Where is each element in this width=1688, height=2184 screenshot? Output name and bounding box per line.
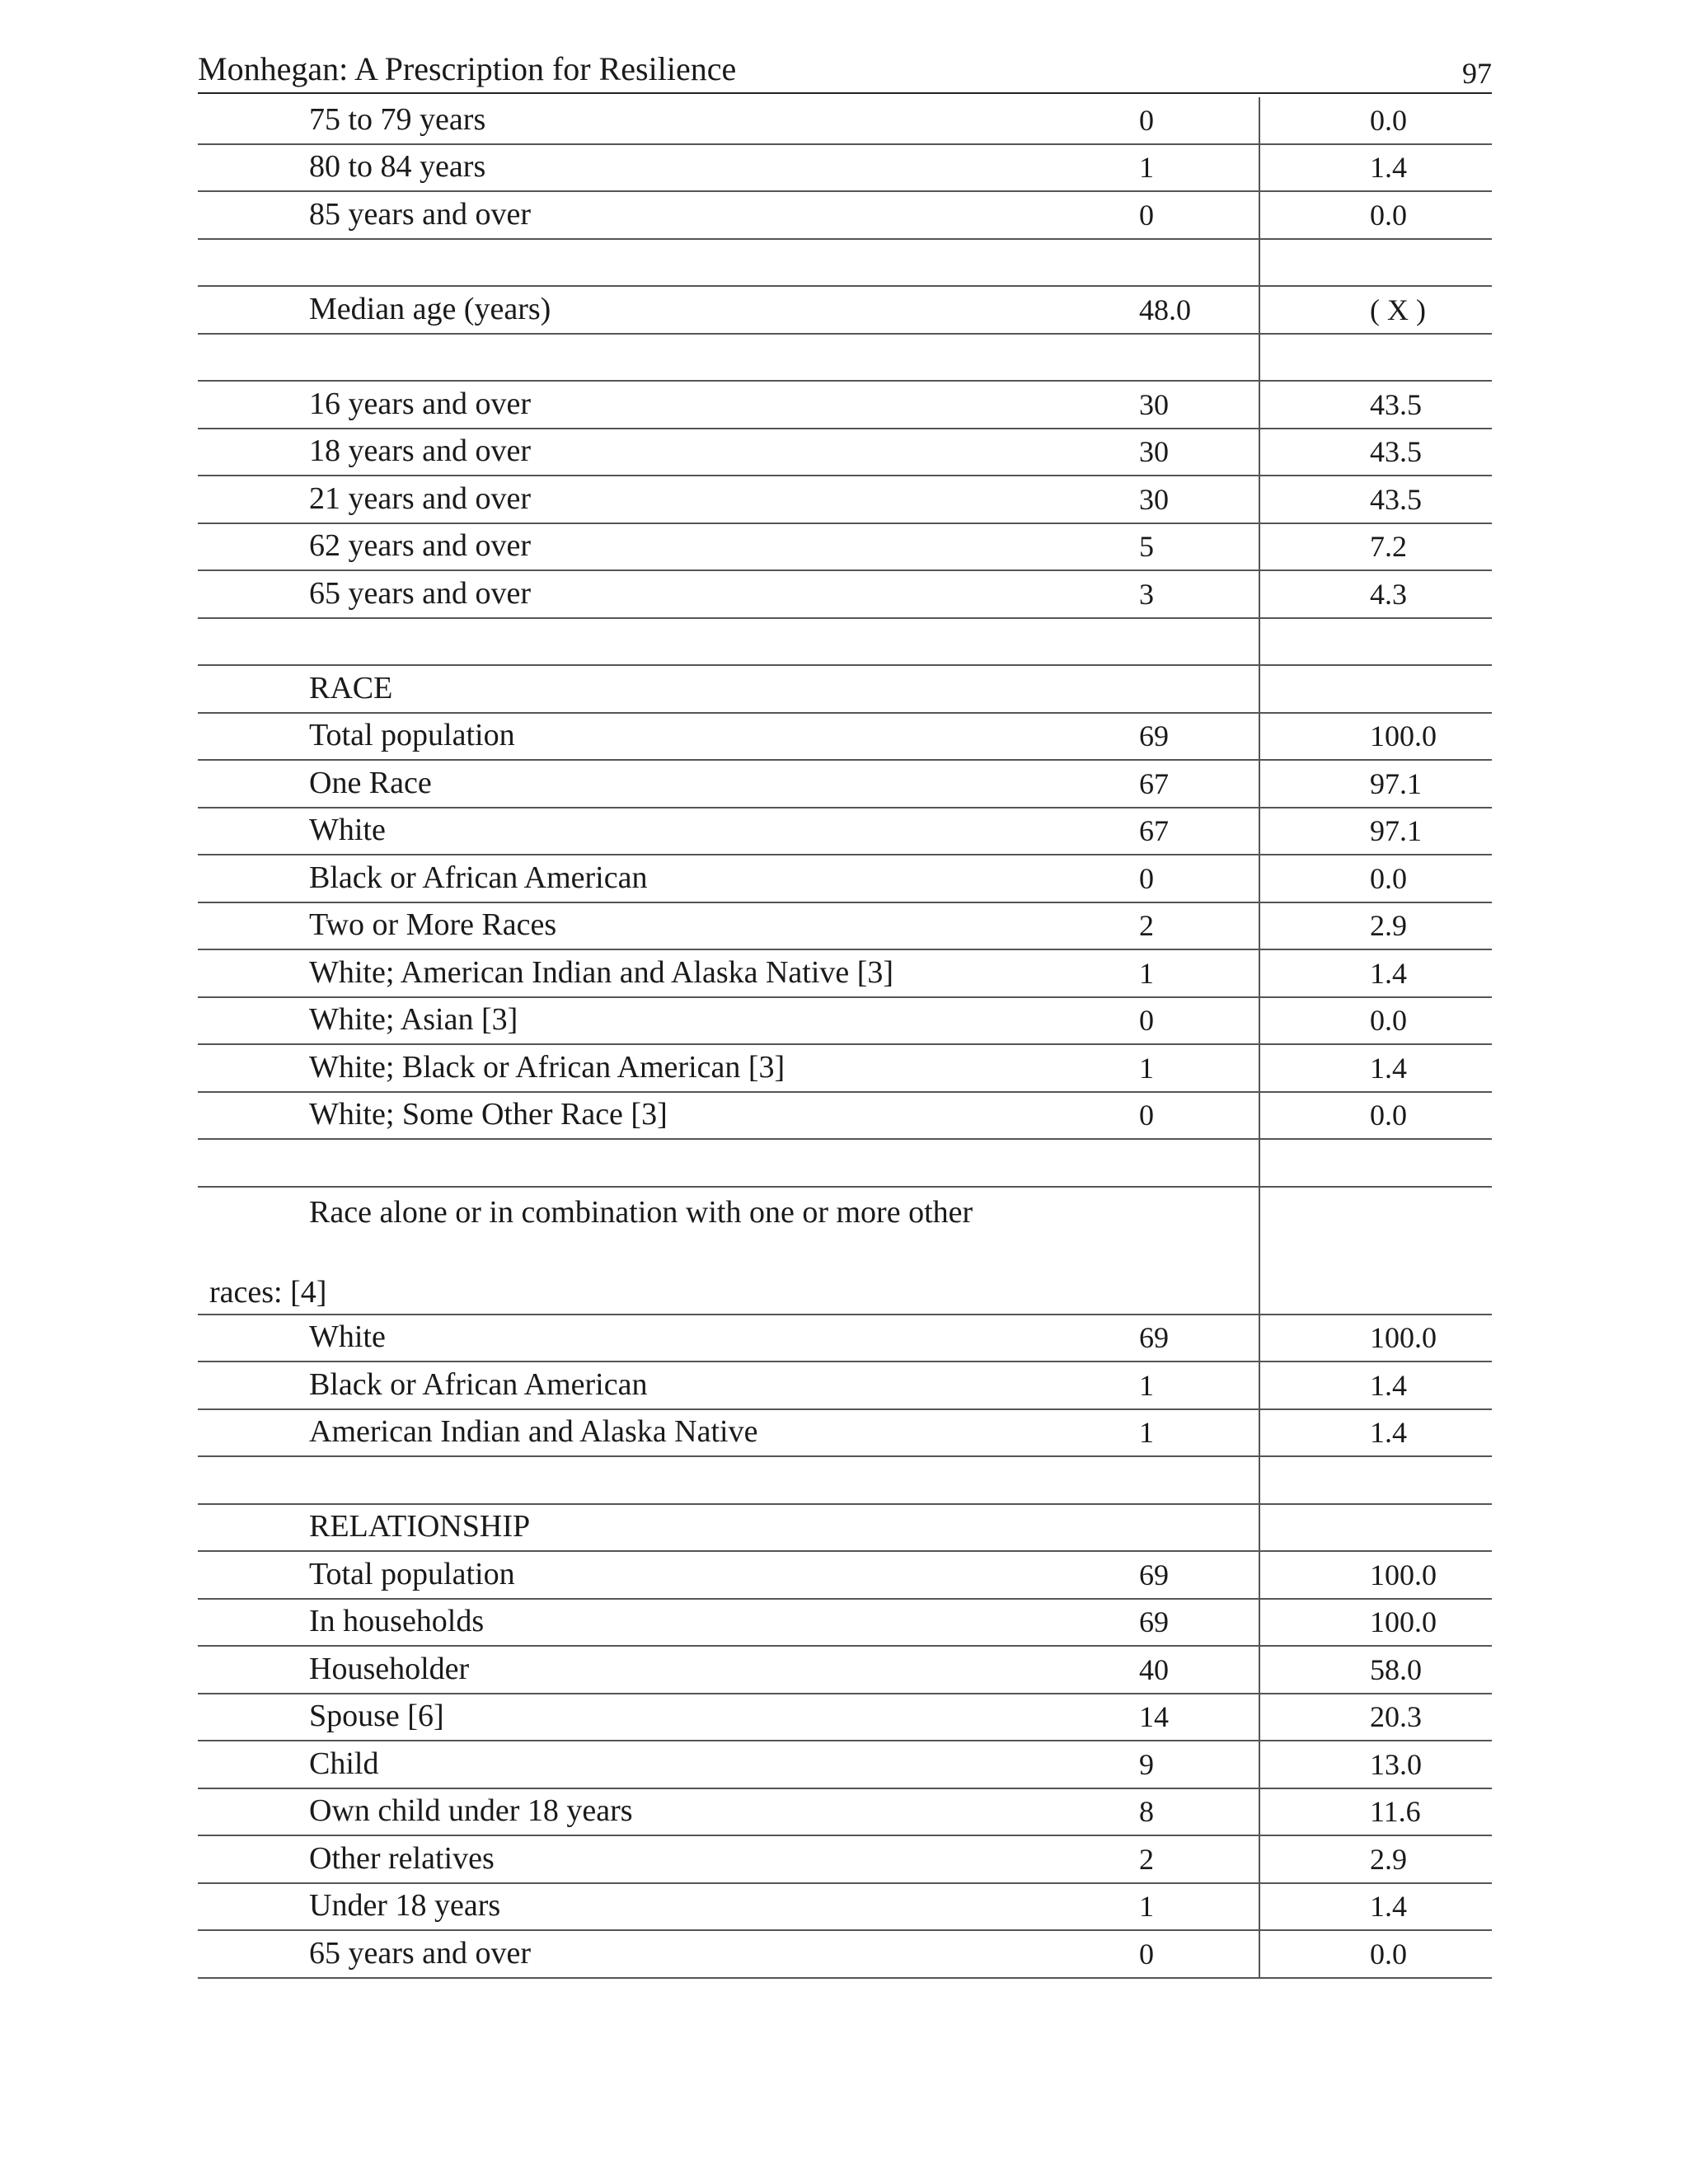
- row-percent: 0.0: [1370, 861, 1407, 895]
- row-count: 1: [1139, 1416, 1154, 1449]
- row-count: 48.0: [1139, 293, 1191, 326]
- table-row: [198, 476, 1492, 524]
- row-count: 5: [1139, 530, 1154, 563]
- row-label: Race alone or in combination with one or more other: [309, 1194, 973, 1230]
- running-title: Monhegan: A Prescription for Resilience: [198, 50, 737, 87]
- row-label: RELATIONSHIP: [309, 1509, 531, 1544]
- row-percent: 1.4: [1370, 1890, 1407, 1923]
- row-percent: 0.0: [1370, 103, 1407, 137]
- column-divider: [1259, 666, 1260, 712]
- row-count: 67: [1139, 766, 1169, 800]
- column-divider: [1259, 950, 1260, 996]
- column-divider: [1259, 1694, 1260, 1741]
- column-divider: [1259, 714, 1260, 760]
- row-percent: 4.3: [1370, 577, 1407, 611]
- column-divider: [1259, 1741, 1260, 1788]
- row-count: 0: [1139, 861, 1154, 895]
- table-row: [198, 761, 1492, 808]
- row-count: 30: [1139, 482, 1169, 516]
- table-row: [198, 1694, 1492, 1742]
- table-row: [198, 1362, 1492, 1410]
- row-label: American Indian and Alaska Native: [309, 1414, 758, 1449]
- column-divider: [1259, 1457, 1260, 1503]
- column-divider: [1259, 619, 1260, 665]
- table-spacer-row: [198, 619, 1492, 667]
- table-row: [198, 1315, 1492, 1363]
- row-percent: 58.0: [1370, 1652, 1422, 1686]
- table-row: [198, 145, 1492, 193]
- column-divider: [1259, 97, 1260, 143]
- row-label: 62 years and over: [309, 528, 532, 563]
- column-divider: [1259, 335, 1260, 381]
- column-divider: [1259, 571, 1260, 617]
- row-label: RACE: [309, 670, 393, 705]
- column-divider: [1259, 382, 1260, 428]
- row-label: 18 years and over: [309, 434, 532, 468]
- row-percent: 0.0: [1370, 198, 1407, 232]
- row-percent: 43.5: [1370, 435, 1422, 468]
- column-divider: [1259, 524, 1260, 570]
- row-percent: 1.4: [1370, 1368, 1407, 1402]
- row-label: Child: [309, 1746, 379, 1781]
- row-count: 1: [1139, 1890, 1154, 1923]
- row-count: 30: [1139, 387, 1169, 421]
- column-divider: [1259, 240, 1260, 286]
- row-label: Spouse [6]: [309, 1699, 444, 1733]
- row-percent: 7.2: [1370, 530, 1407, 563]
- table-row: [198, 1741, 1492, 1789]
- column-divider: [1259, 1884, 1260, 1930]
- row-percent: 1.4: [1370, 956, 1407, 990]
- table-row: [198, 950, 1492, 998]
- row-count: 69: [1139, 1558, 1169, 1591]
- row-percent: 43.5: [1370, 482, 1422, 516]
- column-divider: [1259, 855, 1260, 902]
- row-label: 65 years and over: [309, 1935, 532, 1971]
- row-percent: 97.1: [1370, 766, 1422, 800]
- column-divider: [1259, 808, 1260, 855]
- row-percent: 1.4: [1370, 1416, 1407, 1449]
- table-row: [198, 1647, 1492, 1694]
- table-spacer-row: [198, 335, 1492, 382]
- table-row: [198, 808, 1492, 856]
- table-spacer-row: [198, 1457, 1492, 1505]
- row-label: Other relatives: [309, 1840, 495, 1876]
- table-row: [198, 1093, 1492, 1141]
- page-header: [198, 49, 1492, 94]
- table-row: [198, 855, 1492, 903]
- table-row: [198, 714, 1492, 762]
- row-count: 2: [1139, 1842, 1154, 1876]
- table-row: [198, 1836, 1492, 1884]
- row-label: 75 to 79 years: [309, 101, 486, 137]
- row-count: 40: [1139, 1652, 1169, 1686]
- row-label: In households: [309, 1604, 485, 1638]
- table-row: [198, 571, 1492, 619]
- table-row: [198, 429, 1492, 477]
- column-divider: [1259, 1647, 1260, 1693]
- row-count: 69: [1139, 1605, 1169, 1638]
- row-percent: 20.3: [1370, 1700, 1422, 1733]
- table-row: [198, 1410, 1492, 1458]
- column-divider: [1259, 1362, 1260, 1408]
- row-count: 69: [1139, 719, 1169, 752]
- row-count: 14: [1139, 1700, 1169, 1733]
- table-row: [198, 1505, 1492, 1553]
- column-divider: [1259, 476, 1260, 523]
- table-row: [198, 666, 1492, 714]
- table-row: [198, 97, 1492, 145]
- table-spacer-row: [198, 240, 1492, 288]
- column-divider: [1259, 761, 1260, 807]
- column-divider: [1259, 429, 1260, 476]
- row-count: 3: [1139, 577, 1154, 611]
- row-percent: 43.5: [1370, 387, 1422, 421]
- row-label: 65 years and over: [309, 575, 532, 611]
- row-label: 16 years and over: [309, 386, 532, 421]
- table-row: [198, 1600, 1492, 1647]
- row-percent: 100.0: [1370, 1558, 1437, 1591]
- table-row: [198, 1045, 1492, 1093]
- column-divider: [1259, 1600, 1260, 1646]
- table-row: [198, 1552, 1492, 1600]
- row-label: Householder: [309, 1651, 470, 1686]
- column-divider: [1259, 1505, 1260, 1551]
- row-label: White; Asian [3]: [309, 1002, 518, 1037]
- row-label: Own child under 18 years: [309, 1793, 633, 1828]
- row-count: 9: [1139, 1747, 1154, 1781]
- column-divider: [1259, 1552, 1260, 1598]
- table-row: [198, 524, 1492, 572]
- column-divider: [1259, 145, 1260, 191]
- page-number: 97: [1462, 57, 1492, 90]
- row-count: 30: [1139, 435, 1169, 468]
- row-label: One Race: [309, 765, 432, 800]
- row-label: Median age (years): [309, 291, 551, 326]
- row-percent: 0.0: [1370, 1937, 1407, 1971]
- row-count: 0: [1139, 103, 1154, 137]
- column-divider: [1259, 287, 1260, 333]
- row-count: 8: [1139, 1795, 1154, 1828]
- row-count: 1: [1139, 151, 1154, 184]
- column-divider: [1259, 1315, 1260, 1361]
- table-row: [198, 287, 1492, 335]
- row-label: White; Black or African American [3]: [309, 1049, 785, 1085]
- table-spacer-row: [198, 1140, 1492, 1188]
- row-label: Two or More Races: [309, 907, 557, 942]
- row-percent: 1.4: [1370, 151, 1407, 184]
- row-count: 1: [1139, 1051, 1154, 1085]
- table-row: [198, 1188, 1492, 1315]
- row-percent: 97.1: [1370, 814, 1422, 847]
- row-label: Black or African American: [309, 860, 648, 895]
- row-count: 67: [1139, 814, 1169, 847]
- table-row: [198, 1884, 1492, 1932]
- row-label: 80 to 84 years: [309, 149, 486, 184]
- row-label: White; American Indian and Alaska Native [3]: [309, 954, 894, 990]
- column-divider: [1259, 1188, 1260, 1314]
- row-label: 85 years and over: [309, 196, 532, 232]
- row-count: 1: [1139, 1368, 1154, 1402]
- row-percent: 11.6: [1370, 1795, 1421, 1828]
- row-percent: 0.0: [1370, 1099, 1407, 1132]
- row-percent: 2.9: [1370, 1842, 1407, 1876]
- column-divider: [1259, 903, 1260, 949]
- census-table: [198, 97, 1492, 1979]
- row-count: 0: [1139, 198, 1154, 232]
- row-percent: 2.9: [1370, 909, 1407, 942]
- table-row: [198, 1789, 1492, 1837]
- row-count: 1: [1139, 956, 1154, 990]
- row-percent: ( X ): [1370, 293, 1426, 326]
- row-percent: 100.0: [1370, 1605, 1437, 1638]
- row-count: 0: [1139, 1937, 1154, 1971]
- row-label: White: [309, 813, 386, 847]
- row-label: Under 18 years: [309, 1888, 501, 1923]
- column-divider: [1259, 1140, 1260, 1186]
- row-label: White; Some Other Race [3]: [309, 1097, 668, 1132]
- row-percent: 13.0: [1370, 1747, 1422, 1781]
- column-divider: [1259, 1045, 1260, 1091]
- column-divider: [1259, 998, 1260, 1044]
- column-divider: [1259, 1931, 1260, 1977]
- table-row: [198, 382, 1492, 429]
- row-label: Black or African American: [309, 1366, 648, 1402]
- table-row: [198, 998, 1492, 1046]
- row-count: 0: [1139, 1099, 1154, 1132]
- column-divider: [1259, 1789, 1260, 1835]
- row-count: 69: [1139, 1321, 1169, 1354]
- column-divider: [1259, 1836, 1260, 1882]
- column-divider: [1259, 1093, 1260, 1139]
- row-percent: 100.0: [1370, 1321, 1437, 1354]
- column-divider: [1259, 1410, 1260, 1456]
- table-row: [198, 1931, 1492, 1979]
- row-percent: 1.4: [1370, 1051, 1407, 1085]
- row-count: 2: [1139, 909, 1154, 942]
- row-count: 0: [1139, 1004, 1154, 1037]
- column-divider: [1259, 192, 1260, 238]
- table-row: [198, 903, 1492, 951]
- row-label: Total population: [309, 718, 515, 752]
- row-label: Total population: [309, 1556, 515, 1591]
- table-row: [198, 192, 1492, 240]
- row-label: White: [309, 1319, 386, 1354]
- row-label: 21 years and over: [309, 480, 532, 516]
- row-label-continuation: races: [4]: [209, 1274, 327, 1310]
- row-percent: 100.0: [1370, 719, 1437, 752]
- row-percent: 0.0: [1370, 1004, 1407, 1037]
